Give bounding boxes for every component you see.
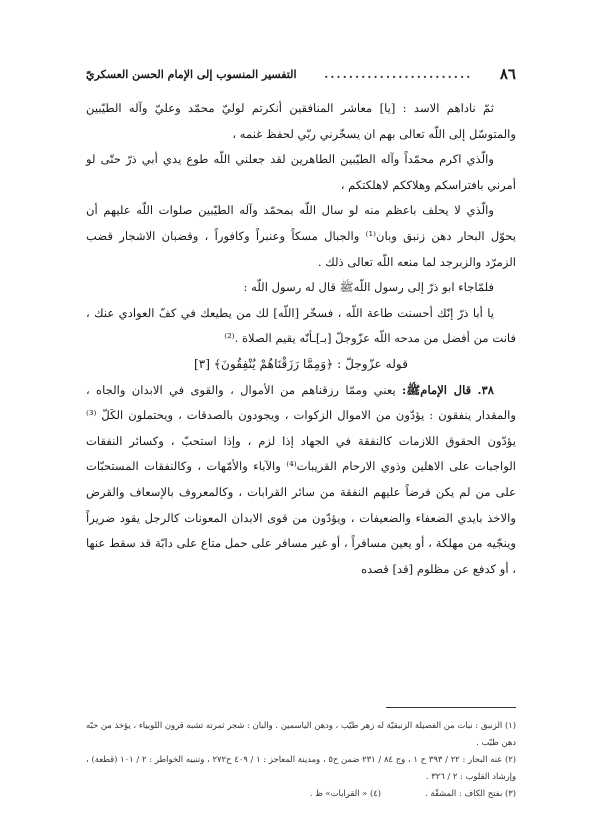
header-dots: ........................ [324, 67, 473, 81]
section-paragraph [86, 378, 516, 583]
footnotes [86, 717, 516, 802]
paragraph: فلمّاجاء ابو ذرّ إلى رسول اللّهﷺ قال له رسول اللّه : [243, 280, 494, 295]
page-number: ٨٦ [499, 65, 516, 83]
footnote: (٣) بفتح الكاف : المشقّة . [425, 788, 516, 798]
section-text: يعني وممّا رزقناهم من الأموال ، والقوى في الابدان والجاه ، والمقدار ينفقون : يؤدّون من الاموال الزكوات ، ويجودون بالصدقات ، ويحتملون الكَلّ ⁽³⁾ يؤدّون الحقوق اللازمات كالنفقة في الجهاد إذا لزم ، وإذا استحبّ ، وكسائر النفقات الواجبات على الاهلين وذوي الارحام القريبات⁽⁴⁾ والآباء والأمّهات ، وكالنفقات المستحبّات على من لم يكن فرضاً عليهم النفقة من سائر القرابات ، وكالمعروف بالإسعاف والقرض والاخذ بايدي الضعفاء والضعيفات ، ويؤدّون من قوى الابدان المعونات كالرجل يقود ضريراً وينجّيه من مهلكة ، أو يعين مسافراً ، أو غير مسافر على حمل متاع على دابّة قد سقط عنها ، أو كدفع عن مظلوم [قد] قصده [86, 382, 516, 576]
paragraph: ثمّ ناداهم الاسد : [يا] معاشر المنافقين أنكرتم لوليّ محمّد وعليّ وآله الطيّبين والمتوسّل إلى اللّه تعالى بهم ان يسخّرني ربّي لحفظ غنمه ، [86, 101, 516, 141]
running-header [86, 64, 516, 84]
footnote-row [86, 785, 516, 802]
footnote: (١) الزنبق : نبات من الفصيلة الزنبقيّة له زهر طيّب ، ودهن الياسمين . والبان : شجر ثمرته تشبه قرون اللوبياء ، يؤخذ من حبّه دهن طيّب . [86, 720, 516, 747]
running-title: التفسير المنسوب إلى الإمام الحسن العسكريّ [86, 67, 297, 81]
footnote: (٢) عنه البحار : ٢٢ / ٣٩٣ ح ١ ، وج ٨٤ / ٢٣١ ضمن ح٥ ، ومدينة المعاجز : ١ / ٤٠٩ ح٢٧٢ ، وتنبيه الخواطر : ٢ / ١٠١ (قطعة) ، وإرشاد القلوب : ٢ / ٣٢٦ . [86, 754, 517, 781]
footnote-divider [386, 707, 516, 708]
section-number: ٣٨. [477, 382, 495, 397]
section-heading: قال الإمامﷺ: [401, 382, 472, 397]
paragraph: والّذي لا يحلف باعظم منه لو سال اللّه بمحمّد وآله الطيّبين صلوات اللّه عليهم أن يحوّل البحار دهن زنبق وبان⁽¹⁾ والجبال مسكاً وعنبراً وكافوراً ، وقضبان الاشجار قضب الزمرّد والزبرجد لما منعه اللّه تعالى ذلك . [86, 203, 516, 269]
footnote: (٤) « القرابات» ظ . [309, 788, 381, 798]
paragraph: يا أبا ذرّ إنّك أحسنت طاعة اللّه ، فسخّر [اللّه] لك من يطيعك في كفّ العوادي عنك ، فانت من أفضل من مدحه اللّه عزّوجلّ [بـ]ـأنّه يقيم الصلاة .⁽²⁾ [86, 305, 516, 346]
quranic-verse: قوله عزّوجلّ : ﴿وَمِمَّا رَزَقْنَاهُمْ يُنْفِقُونَ﴾ [٣] [193, 356, 409, 371]
main-text [86, 96, 516, 582]
paragraph: والّذي اكرم محمّداً وآله الطيّبين الطاهرين لقد جعلني اللّه طوع يدي أبي ذرّ حتّى لو أمرني بافتراسكم وهلاككم لاهلكتكم ، [86, 152, 516, 192]
